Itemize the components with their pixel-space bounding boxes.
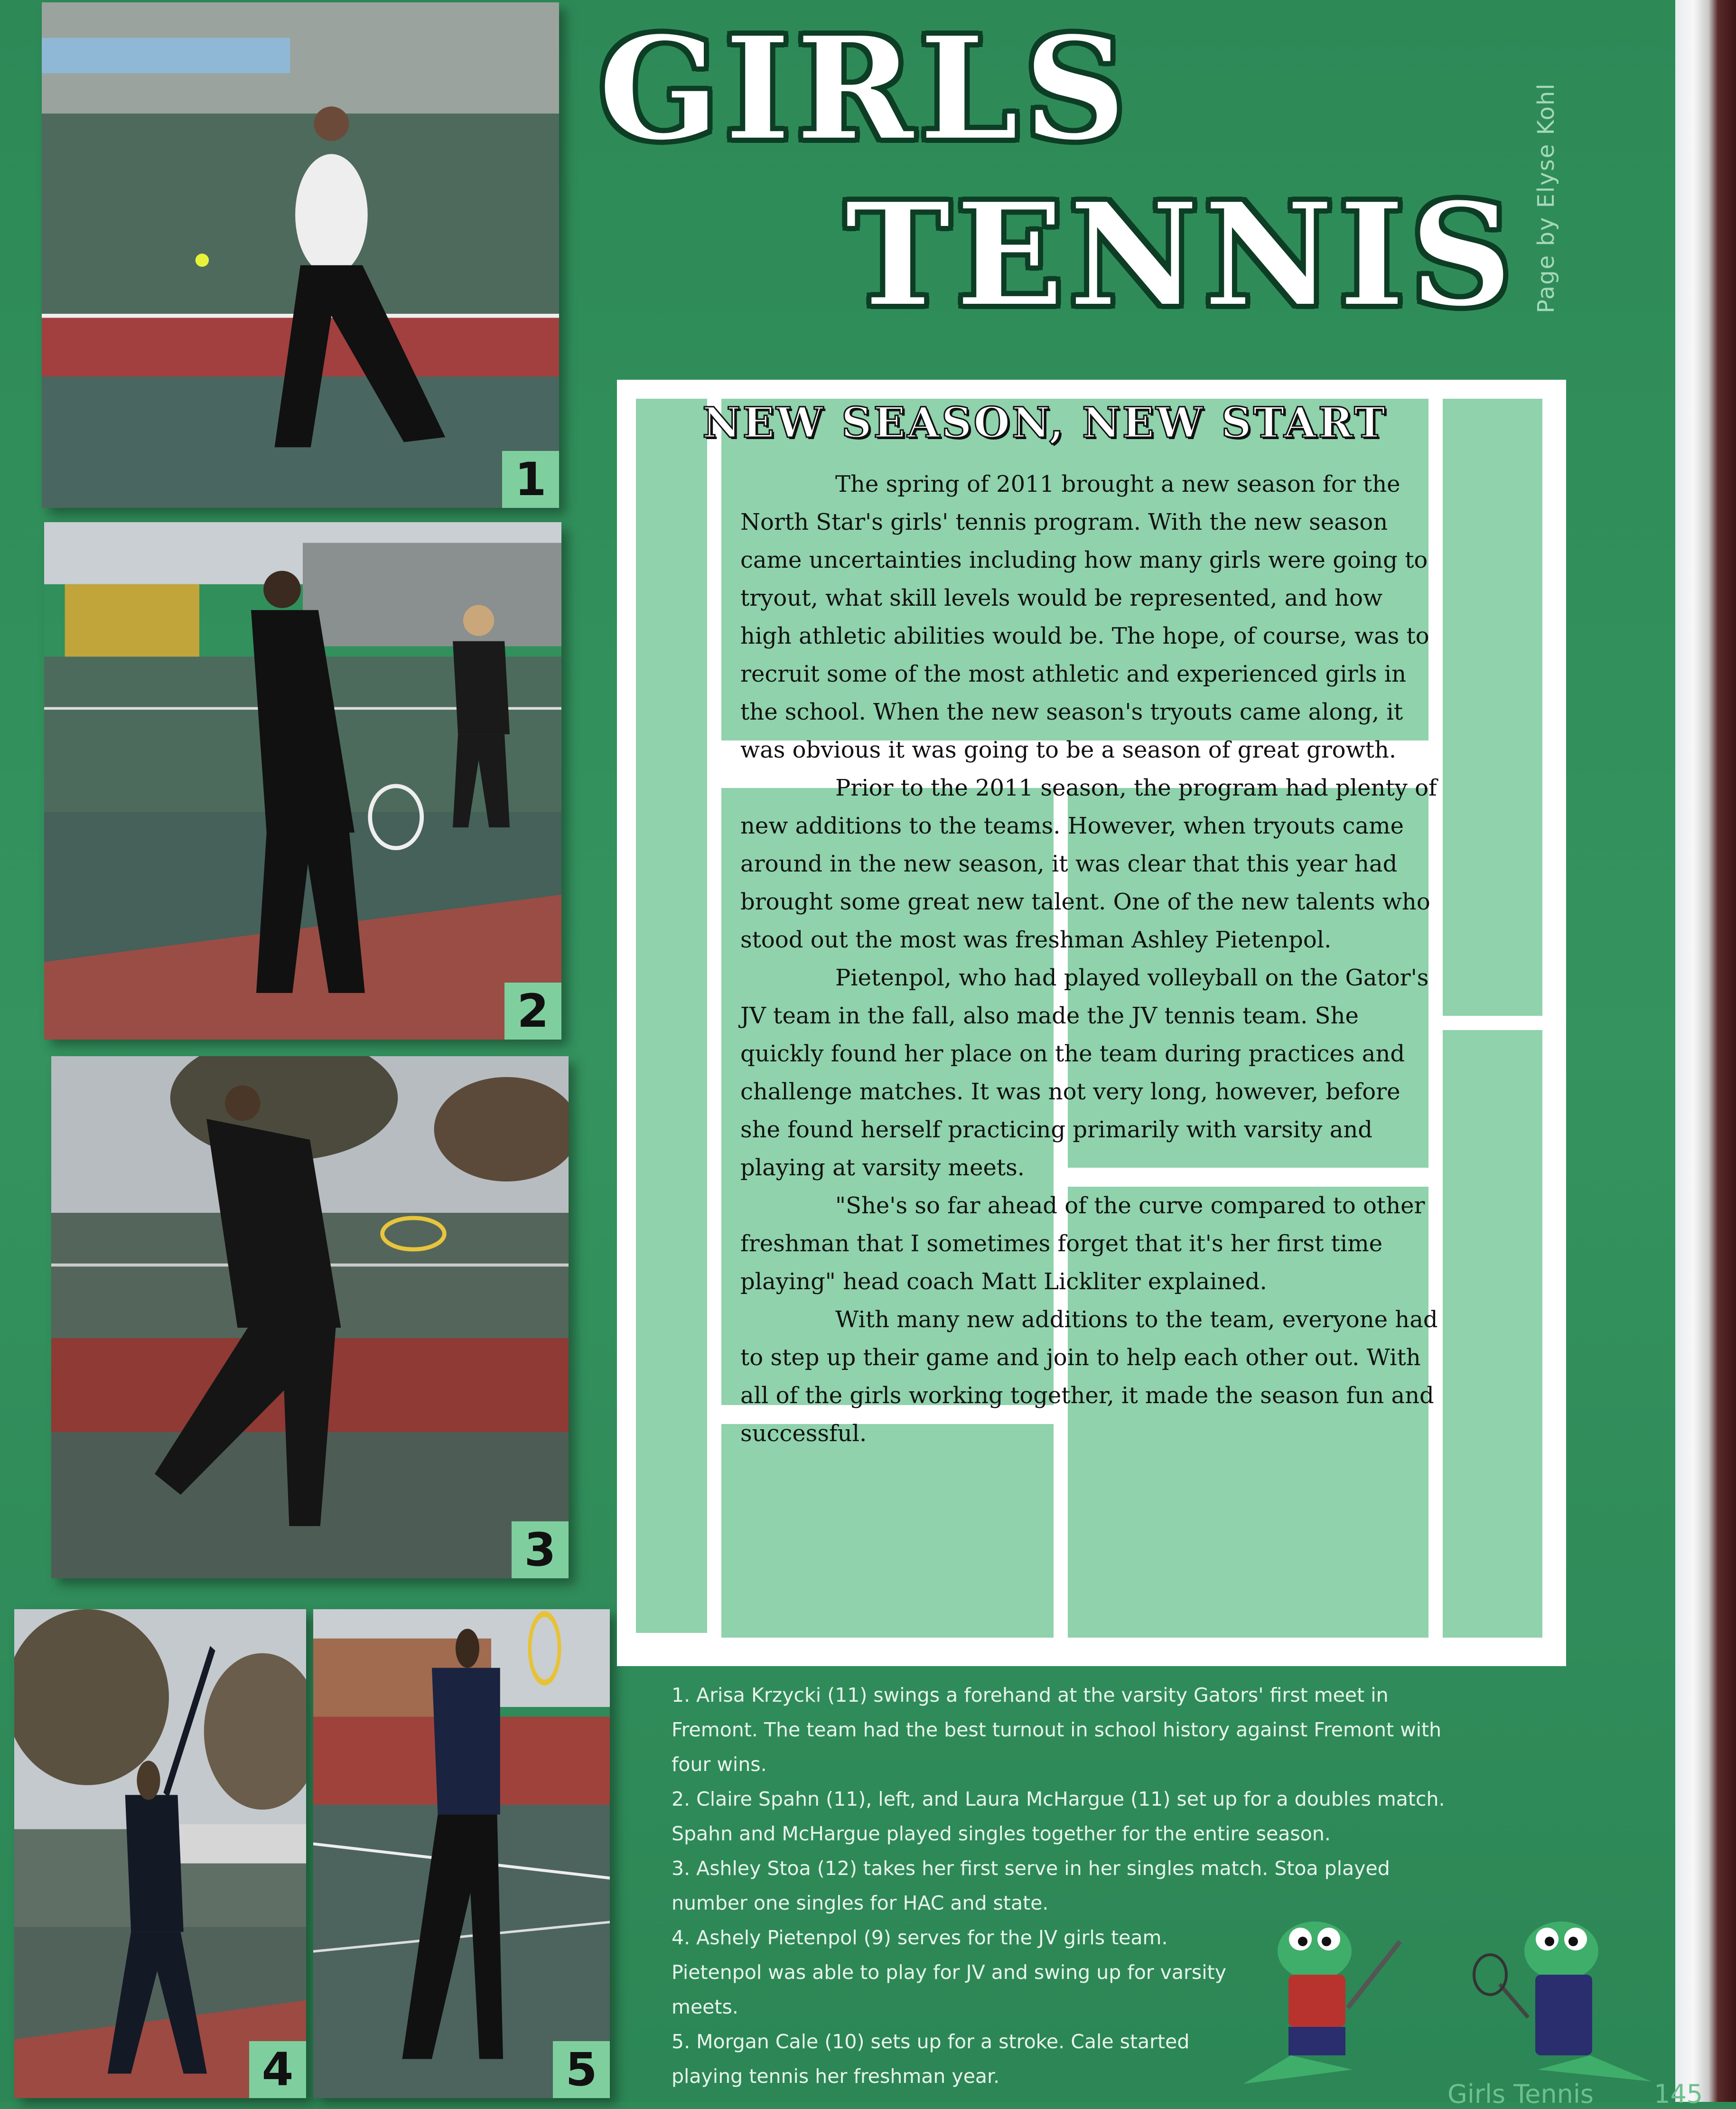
story-panel-tile <box>1443 399 1542 1016</box>
photo-1-image <box>42 2 559 508</box>
photo-1-number: 1 <box>502 451 559 508</box>
gator-mascots-illustration <box>1234 1899 1661 2098</box>
caption-5: 5. Morgan Cale (10) sets up for a stroke. Cale started playing tennis her freshman year. <box>672 2030 1190 2088</box>
photo-2 <box>44 522 561 1040</box>
photo-3 <box>51 1056 569 1578</box>
story-panel-tile <box>721 1424 1054 1638</box>
caption-1: 1. Arisa Krzycki (11) swings a forehand at the varsity Gators' first meet in Fremont. The team had the best turnout in school history against Fremont with four wins. <box>672 1684 1442 1776</box>
photo-2-image <box>44 522 561 1040</box>
photo-1 <box>42 2 559 508</box>
byline: Page by Elyse Kohl <box>1533 83 1559 313</box>
photo-5-number: 5 <box>553 2041 610 2098</box>
page-title-line2: TENNIS <box>845 171 1518 338</box>
photo-3-image <box>51 1056 569 1578</box>
page-footer <box>1447 2079 1736 2109</box>
caption-3: 3. Ashley Stoa (12) takes her first serve in her singles match. Stoa played number one singles for HAC and state. <box>672 1857 1390 1914</box>
footer-page-number: 145 <box>1654 2079 1703 2109</box>
photo-4-image <box>14 1609 306 2098</box>
story-paragraph: "She's so far ahead of the curve compared to other freshman that I sometimes forget that it's her first time playing" head coach Matt Lickliter explained. <box>740 1192 1425 1295</box>
photo-2-number: 2 <box>504 983 561 1040</box>
story-paragraph: Pietenpol, who had played volleyball on the Gator's JV team in the fall, also made the JV tennis team. She quickly found her place on the team during practices and challenge matches. It was not very long, however, before she found herself practicing primarily with varsity and playing at varsity meets. <box>740 965 1429 1181</box>
gator-mascot-left <box>1243 1922 1400 2084</box>
story-paragraph: Prior to the 2011 season, the program had plenty of new additions to the teams. However, when tryouts came around in the new season, it was clear that this year had brought some great new talent. One of the new talents who stood out the most was freshman Ashley Pietenpol. <box>740 775 1437 953</box>
caption-2: 2. Claire Spahn (11), left, and Laura McHargue (11) set up for a doubles match. Spahn and McHargue played singles together for the entire season. <box>672 1788 1445 1845</box>
photo-3-number: 3 <box>512 1521 569 1578</box>
photo-4 <box>14 1609 306 2098</box>
book-spine <box>1675 0 1736 2102</box>
footer-section: Girls Tennis <box>1447 2079 1594 2109</box>
caption-4: 4. Ashely Pietenpol (9) serves for the JV girls team. Pietenpol was able to play for JV and swing up for varsity meets. <box>672 1926 1227 2018</box>
photo-5-image <box>313 1609 610 2098</box>
photo-5 <box>313 1609 610 2098</box>
story-panel-tile <box>1443 1030 1542 1638</box>
gator-mascot-right <box>1474 1922 1652 2081</box>
story-paragraph: The spring of 2011 brought a new season for the North Star's girls' tennis program. With the new season came uncertainties including how many girls were going to tryout, what skill levels would be represented, and how high athletic abilities would be. The hope, of course, was to recruit some of the most athletic and experienced girls in the school. When the new season's tryouts came along, it was obvious it was going to be a season of great growth. <box>740 471 1429 763</box>
story-body <box>740 465 1438 1453</box>
story-headline: NEW SEASON, NEW START <box>702 398 1387 447</box>
story-paragraph: With many new additions to the team, everyone had to step up their game and join to help each other out. With all of the girls working together, it made the season fun and successful. <box>740 1306 1438 1447</box>
story-panel-tile <box>636 399 707 1633</box>
photo-4-number: 4 <box>249 2041 306 2098</box>
page-title-line1: GIRLS <box>598 5 1131 172</box>
